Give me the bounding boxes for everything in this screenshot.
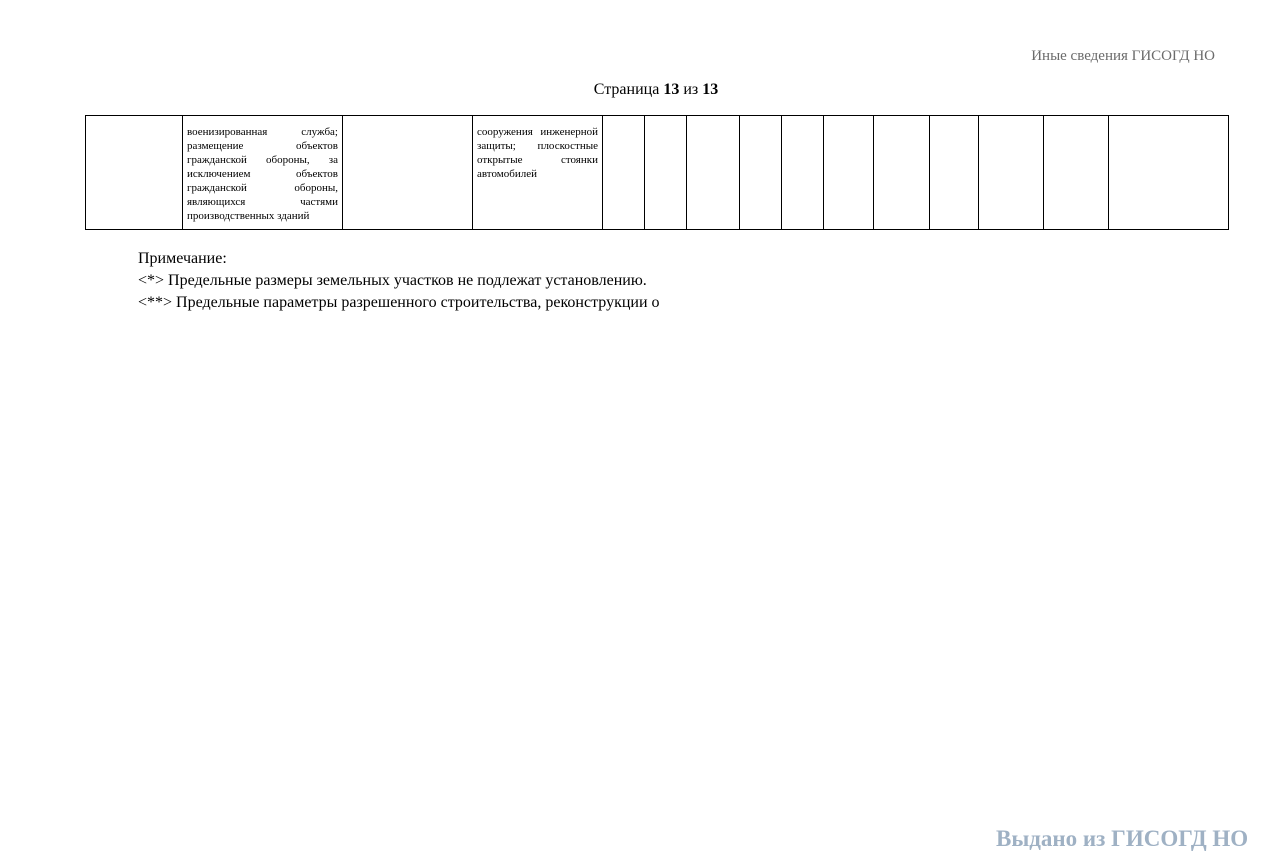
table-cell <box>930 116 979 230</box>
page-counter-separator: из <box>683 81 699 98</box>
note-line-1: <*> Предельные размеры земельных участков не подлежат установлению. <box>138 272 647 289</box>
page-counter-prefix: Страница <box>593 81 660 98</box>
page-counter <box>0 81 1280 99</box>
zoning-table <box>85 115 1229 230</box>
table-cell <box>343 116 473 230</box>
table-row <box>86 116 1229 230</box>
table-cell <box>1044 116 1109 230</box>
notes-block <box>138 248 660 314</box>
table-cell <box>979 116 1044 230</box>
table-cell <box>86 116 183 230</box>
notes-title: Примечание: <box>138 250 227 267</box>
header-caption: Иные сведения ГИСОГД НО <box>1031 48 1215 64</box>
issued-watermark: Выдано из ГИСОГД НО <box>996 826 1249 851</box>
table-cell <box>824 116 874 230</box>
note-line-2: <**> Предельные параметры разрешенного строительства, реконструкции о <box>138 294 660 311</box>
table-cell <box>782 116 824 230</box>
table-cell-auxiliary-use: сооружения инженерной защиты; плоскостные открытые стоянки автомобилей <box>473 116 603 230</box>
table-cell <box>1109 116 1229 230</box>
table-cell <box>874 116 930 230</box>
table-cell <box>645 116 687 230</box>
table-cell <box>603 116 645 230</box>
table-cell <box>687 116 740 230</box>
table-cell <box>740 116 782 230</box>
page-current: 13 <box>663 81 680 98</box>
page-total: 13 <box>702 81 719 98</box>
table-cell-permitted-use: военизированная служба; размещение объектов гражданской обороны, за исключением объектов гражданской обороны, являющихся частями производственных зданий <box>183 116 343 230</box>
